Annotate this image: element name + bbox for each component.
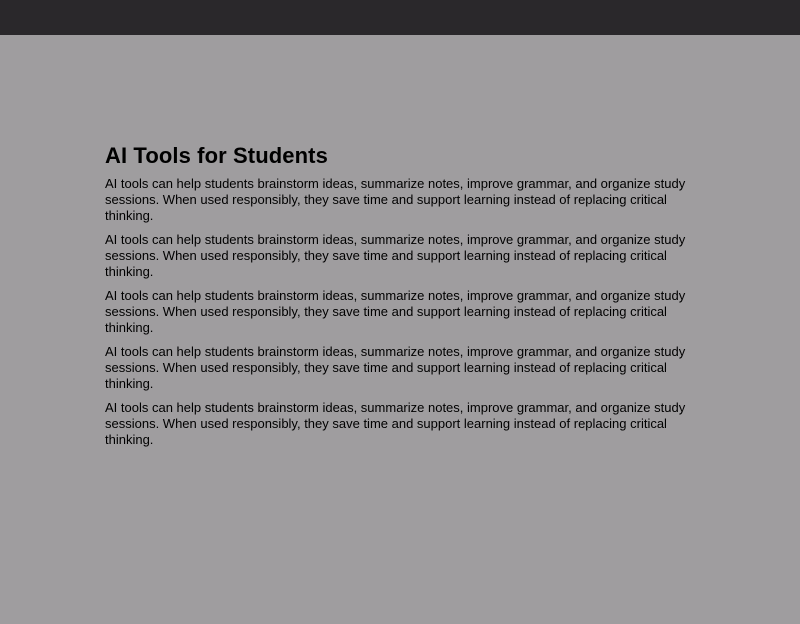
document-paragraph-4: AI tools can help students brainstorm ideas, summarize notes, improve grammar, and organize study sessions. When used responsibly, they save time and support learning instead of replacing critical thinking. (105, 344, 686, 391)
document-paragraph-1: AI tools can help students brainstorm ideas, summarize notes, improve grammar, and organize study sessions. When used responsibly, they save time and support learning instead of replacing critical thinking. (105, 176, 686, 223)
document (105, 143, 695, 456)
document-title: AI Tools for Students (105, 143, 328, 168)
document-paragraph-5: AI tools can help students brainstorm ideas, summarize notes, improve grammar, and organize study sessions. When used responsibly, they save time and support learning instead of replacing critical thinking. (105, 400, 686, 447)
document-paragraph-2: AI tools can help students brainstorm ideas, summarize notes, improve grammar, and organize study sessions. When used responsibly, they save time and support learning instead of replacing critical thinking. (105, 232, 686, 279)
top-bar (0, 0, 800, 35)
document-paragraph-3: AI tools can help students brainstorm ideas, summarize notes, improve grammar, and organize study sessions. When used responsibly, they save time and support learning instead of replacing critical thinking. (105, 288, 686, 335)
